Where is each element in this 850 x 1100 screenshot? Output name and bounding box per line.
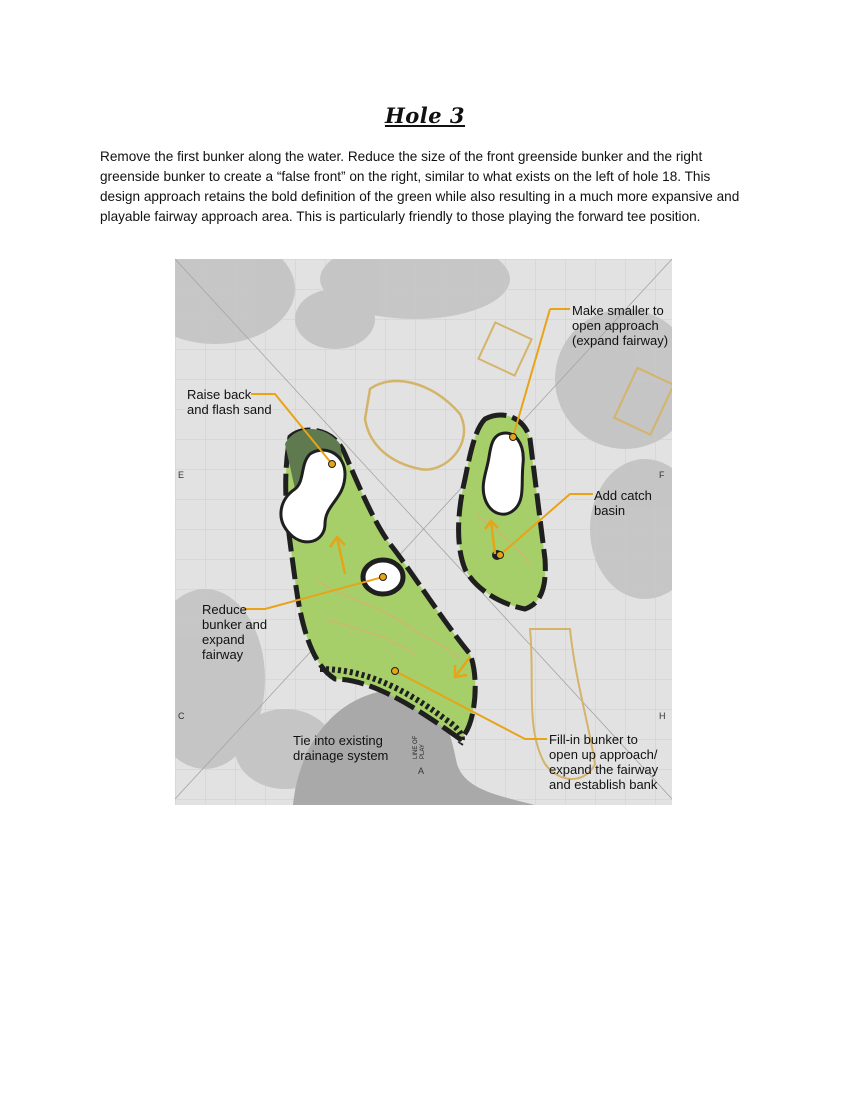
grid-marker-c: C: [178, 711, 185, 721]
callout-line: Make smaller to: [572, 303, 664, 318]
callout-line: and flash sand: [187, 402, 272, 417]
callout-line: drainage system: [293, 748, 389, 763]
callout-tie-into: [293, 733, 388, 763]
callout-line: Reduce: [202, 602, 247, 617]
callout-make-smaller: [572, 303, 668, 348]
hole-plan-figure: [175, 259, 672, 805]
line-of-play-line: PLAY: [420, 744, 426, 759]
line-of-play-line: LINE OF: [413, 735, 419, 759]
callout-line: open up approach/: [549, 747, 658, 762]
callout-line: expand: [202, 632, 245, 647]
callout-line: basin: [594, 503, 626, 518]
page-title: Hole 3: [384, 103, 466, 128]
callout-line: Fill-in bunker to: [549, 732, 638, 747]
hole-plan-drawing: [175, 259, 672, 805]
callout-line: open approach: [572, 318, 659, 333]
grid-marker-h: H: [659, 711, 666, 721]
callout-line: Tie into existing: [293, 733, 383, 748]
callout-line: Raise back: [187, 387, 252, 402]
callout-line: Add catch: [594, 488, 652, 503]
grid-marker-a: A: [418, 766, 425, 776]
grid-marker-f: F: [659, 470, 665, 480]
callout-line: expand the fairway: [549, 762, 659, 777]
callout-line: bunker and: [202, 617, 268, 632]
grid-marker-e: E: [178, 470, 185, 480]
description-paragraph: Remove the first bunker along the water. Reduce the size of the front greenside bunker and the right greenside bunker to create a “false front” on the right, similar to what exists on the left of hole 18. This design approach retains the bold definition of the green while also resulting in a much more expansive and playable fairway approach area. This is particularly friendly to those playing the forward tee position.: [100, 149, 740, 224]
callout-line: (expand fairway): [572, 333, 669, 348]
callout-line: fairway: [202, 647, 244, 662]
callout-line: and establish bank: [549, 777, 658, 792]
